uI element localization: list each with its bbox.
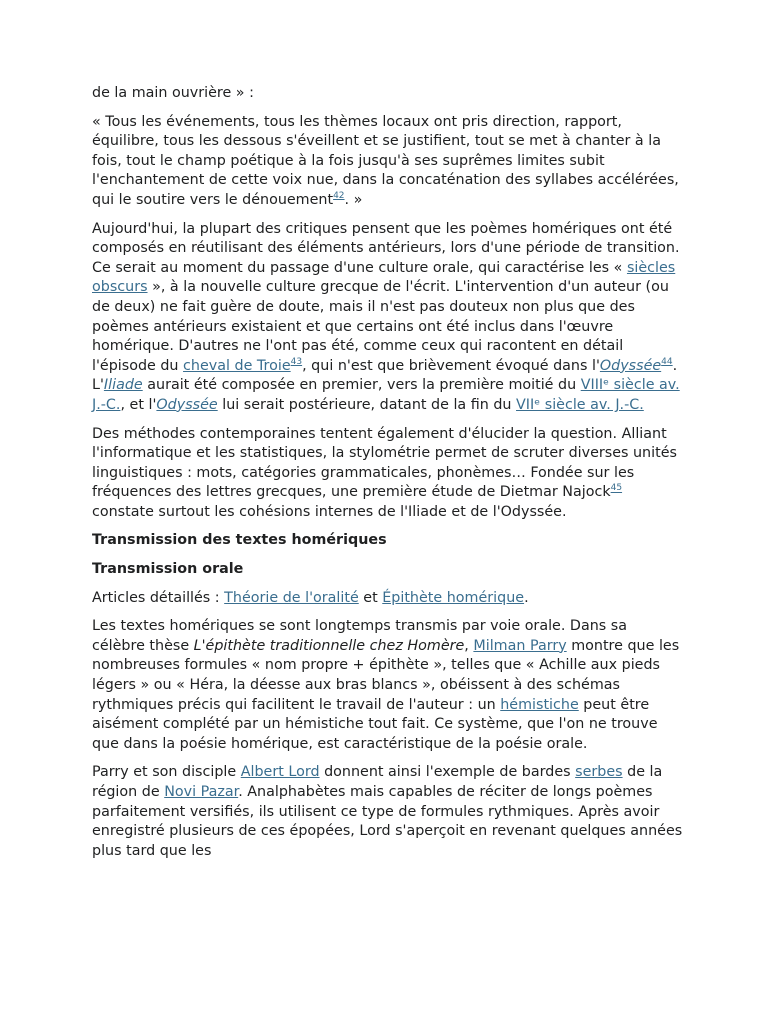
- link-odyssee-2[interactable]: Odyssée: [156, 396, 218, 413]
- paragraph-parry-lord: Parry et son disciple Albert Lord donnent ainsi l'exemple de bardes serbes de la région de Novi Pazar. Analphabètes mais capables de réciter de longs poèmes parfaitement versifiés, ils utilisent ce type de formules rythmiques. Après avoir enregistré plusieurs de ces épopées, Lord s'aperçoit en revenant quelques années plus tard que les: [92, 764, 683, 859]
- related-articles: Articles détaillés : Théorie de l'oralité et Épithète homérique.: [92, 589, 529, 606]
- quote-paragraph: « Tous les événements, tous les thèmes locaux ont pris direction, rapport, équilibre, tous les dessous s'éveillent et se justifient, tout se met à chanter à la fois, tout le champ poétique à la fois jusqu'à ses suprêmes limites subit l'enchantement de cette voix nue, dans la concaténation des syllabes accélérées, qui le soutire vers le dénouement$^{42}$. »: [92, 113, 679, 208]
- paragraph-intro: de la main ouvrière » :: [92, 85, 254, 101]
- link-theorie-oralite[interactable]: Théorie de l'oralité: [224, 589, 359, 606]
- paragraph-methods: Des méthodes contemporaines tentent également d'élucider la question. Alliant l'informatique et les statistiques, la stylométrie permet de scruter diverses unités linguistiques : mots, catégories grammaticales, phonèmes… Fondée sur les fréquences des lettres grecques, une première étude de Dietmar Najock$^{45}$ constate surtout les cohésions internes de l'Iliade et de l'Odyssée.: [92, 425, 677, 520]
- article-body: [92, 84, 684, 870]
- link-siecles-obscurs[interactable]: siècles obscurs: [92, 259, 676, 296]
- link-viii-siecle[interactable]: VIIIᵉ siècle av. J.-C.: [92, 377, 680, 413]
- link-odyssee[interactable]: Odyssée: [599, 357, 662, 374]
- footnote-ref-44[interactable]: 44: [661, 356, 673, 367]
- link-epithete-homerique[interactable]: Épithète homérique: [382, 589, 525, 606]
- footnote-ref-45[interactable]: 45: [610, 483, 623, 494]
- link-albert-lord[interactable]: Albert Lord: [240, 764, 320, 781]
- link-hemistiche[interactable]: hémistiche: [500, 696, 579, 713]
- paragraph-composition: Aujourd'hui, la plupart des critiques pensent que les poèmes homériques ont été composés en réutilisant des éléments antérieurs, lors d'une période de transition. Ce serait au moment du passage d'une culture orale, qui caractérise les « siècles obscurs », à la nouvelle culture grecque de l'écrit. L'intervention d'un auteur (ou de deux) ne fait guère de doute, mais il n'est pas douteux non plus que des poèmes antérieurs existaient et que certains ont été inclus dans l'œuvre homérique. D'autres ne l'ont pas été, comme ceux qui racontent en détail l'épisode du cheval de Troie$^{43}$, qui n'est que brièvement évoqué dans l'Odyssée$^{44}$. L'Iliade aurait été composée en premier, vers la première moitié du VIIIᵉ siècle av. J.-C., et l'Odyssée lui serait postérieure, datant de la fin du VIIᵉ siècle av. J.-C.: [92, 220, 680, 413]
- section-heading-transmission: Transmission des textes homériques: [92, 532, 387, 549]
- subsection-heading-orale: Transmission orale: [92, 561, 244, 578]
- link-vii-siecle[interactable]: VIIᵉ siècle av. J.-C.: [516, 396, 644, 413]
- link-iliade[interactable]: Iliade: [103, 377, 143, 394]
- link-serbes[interactable]: serbes: [575, 764, 623, 781]
- link-cheval-de-troie[interactable]: cheval de Troie: [183, 357, 291, 374]
- footnote-ref-42[interactable]: 42: [333, 191, 345, 202]
- link-milman-parry[interactable]: Milman Parry: [473, 637, 567, 654]
- link-novi-pazar[interactable]: Novi Pazar: [164, 784, 239, 800]
- paragraph-oral-transmission: Les textes homériques se sont longtemps transmis par voie orale. Dans sa célèbre thèse L'épithète traditionnelle chez Homère, Milman Parry montre que les nombreuses formules « nom propre + épithète », telles que « Achille aux pieds légers » ou « Héra, la déesse aux bras blancs », obéissent à des schémas rythmiques précis qui facilitent le travail de l'auteur : un hémistiche peut être aisément complété par un hémistiche tout fait. Ce système, que l'on ne trouve que dans la poésie homérique, est caractéristique de la poésie orale.: [92, 618, 680, 752]
- footnote-ref-43[interactable]: 43: [290, 356, 303, 367]
